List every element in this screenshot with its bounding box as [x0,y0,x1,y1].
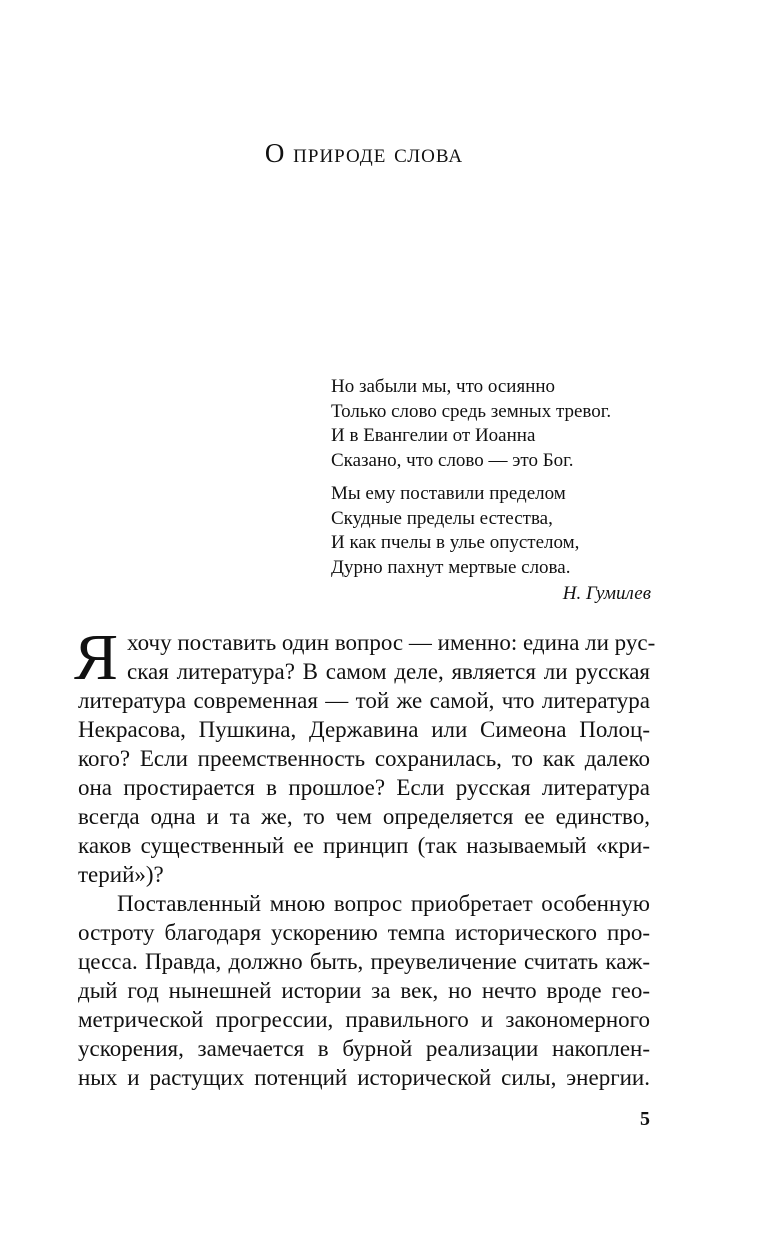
epigraph-stanza-1 [331,375,651,473]
page-number: 5 [640,1108,650,1130]
text-line: Поставленный мною вопрос приобретает особенную [117,891,650,916]
epigraph-line: Но забыли мы, что осиянно [331,376,556,397]
text-line: дый год нынешней истории за век, но нечто вроде гео- [78,978,650,1003]
text-line: литература современная — той же самой, что литература [78,688,650,713]
text-line: цесса. Правда, должно быть, преувеличение считать каж- [78,949,650,974]
epigraph-stanza-2 [331,482,651,580]
text-line: терий»)? [78,862,164,887]
text-line: кого? Если преемственность сохранилась, то как далеко [78,746,650,771]
text-line: ных и растущих потенций исторической силы, энергии. [78,1065,650,1090]
drop-cap: Я [74,621,119,694]
epigraph-line: Дурно пахнут мертвые слова. [331,556,571,578]
paragraph-1 [78,628,656,889]
body-text [74,621,656,1092]
epigraph-line: Только слово средь земных тревог. [331,400,612,422]
paragraph-2 [78,889,650,1092]
text-line: метрической прогрессии, правильного и закономерного [78,1007,650,1032]
epigraph-author: Н. Гумилев [562,583,651,604]
epigraph-line: Скудные пределы естества, [331,507,553,529]
text-line: она простирается в прошлое? Если русская литература [78,775,650,800]
text-line: ская литература? В самом деле, является ли русская [127,659,650,684]
text-line: остроту благодаря ускорению темпа исторического про- [78,920,650,945]
epigraph-line: И как пчелы в улье опустелом, [331,532,580,553]
text-line: хочу поставить один вопрос — именно: едина ли рус- [127,630,656,655]
text-line: всегда одна и та же, то чем определяется ее единство, [78,804,650,829]
text-line: Некрасова, Пушкина, Державина или Симеона Полоц- [78,717,650,742]
epigraph [331,375,651,607]
chapter-title: О природе слова [264,138,464,168]
epigraph-line: Сказано, что слово — это Бог. [331,449,574,471]
text-line: каков существенный ее принцип (так называемый «кри- [78,833,650,858]
text-line: ускорения, замечается в бурной реализации накоплен- [78,1036,650,1061]
epigraph-line: Мы ему поставили пределом [331,483,566,504]
epigraph-line: И в Евангелии от Иоанна [331,425,536,446]
